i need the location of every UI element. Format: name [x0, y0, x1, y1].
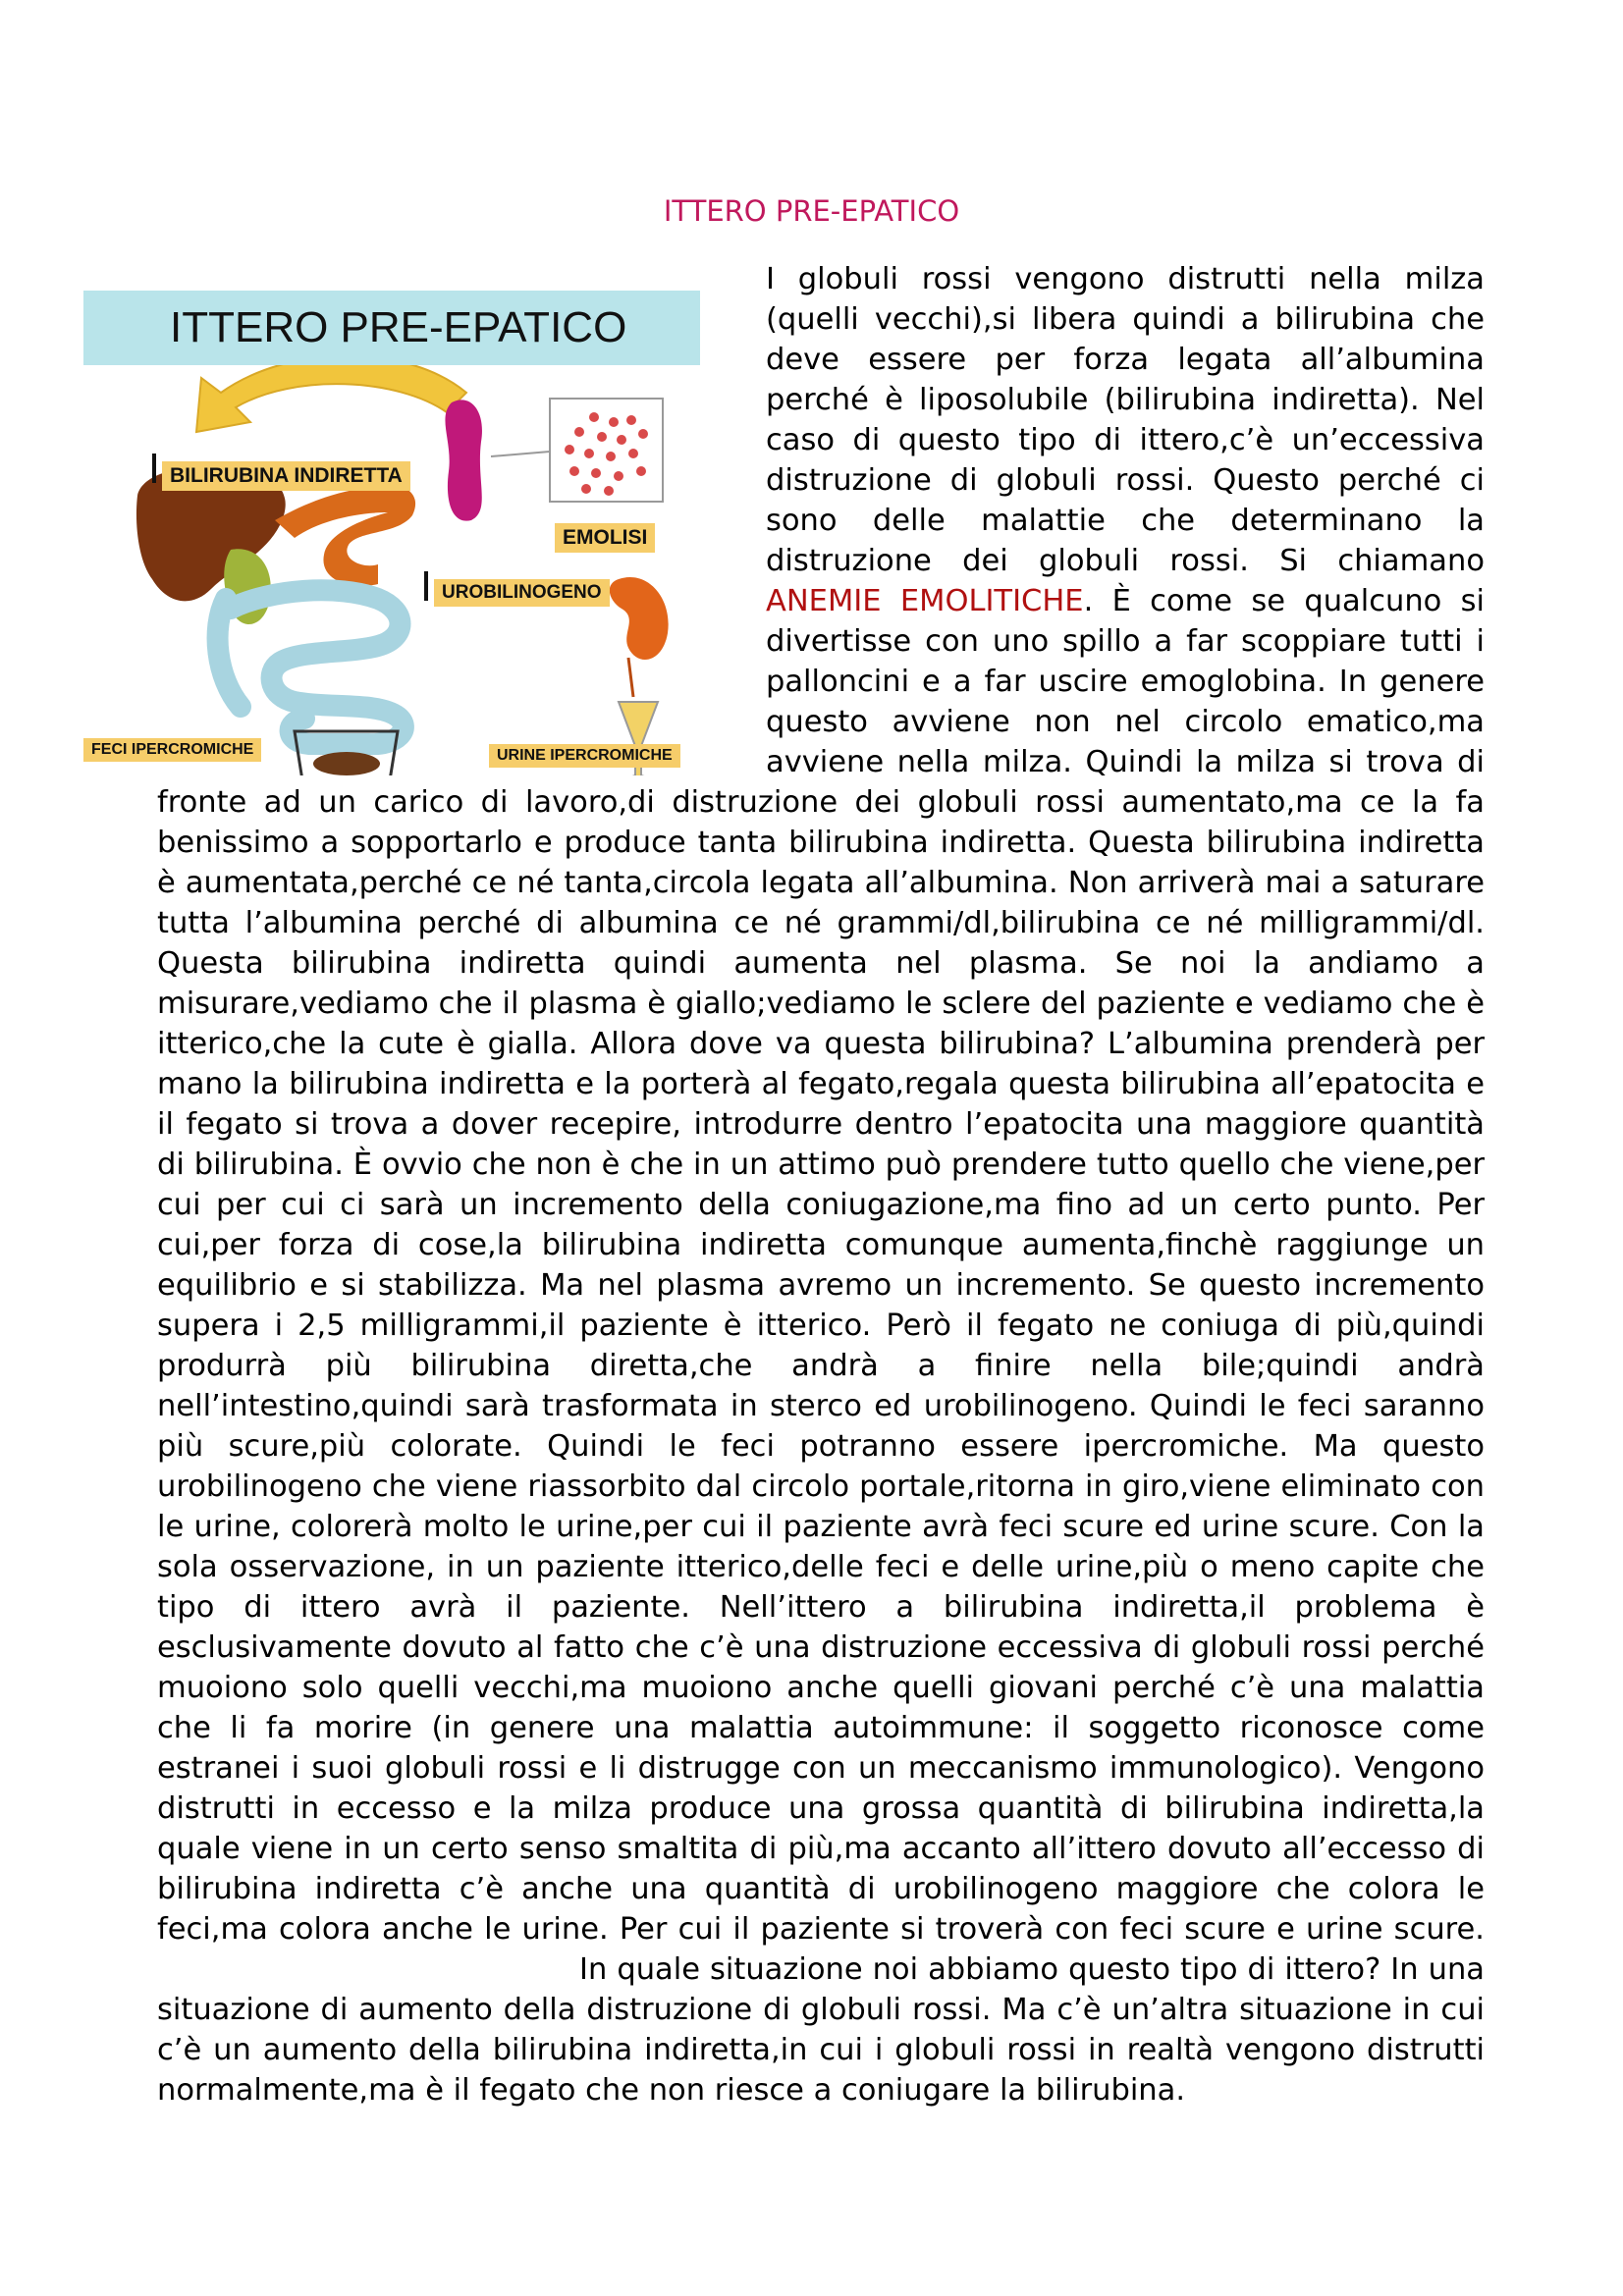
figure-spacer [157, 259, 766, 782]
diagram-title: ITTERO PRE-EPATICO [83, 291, 700, 365]
label-urobilinogeno: UROBILINOGENO [434, 579, 610, 607]
label-feci: FECI IPERCROMICHE [83, 738, 261, 762]
paragraph-part-2: . È come se qualcuno si divertisse con uno spillo a far scoppiare tutti i palloncini e a far uscire emoglobina. In genere questo avviene non nel circolo ematico,ma avviene nella milza. Quindi la milza si trova di fronte ad un carico di lavoro,di distruzione dei globuli rossi aumentato,ma ce la fa benissimo a sopportarlo e produce tanta bilirubina indiretta. Questa bilirubina indiretta è aumentata,perché ce né tanta,circola legata all’albumina. Non arriverà mai a saturare tutta l’albumina perché di albumina ce né grammi/dl,bilirubina ce né milligrammi/dl. Questa bilirubina indiretta quindi aumenta nel plasma. Se noi la andiamo a misurare,vediamo che il plasma è giallo;vediamo le sclere del paziente e vediamo che è itterico,che la cute è gialla. Allora dove va questa bilirubina? L’albumina prenderà per mano la bilirubina indiretta e la porterà al fegato,regala questa bilirubina all’epatocita e il fegato si trova a dover recepire, introdurre dentro l’epatocita una maggiore quantità di bilirubina. È ovvio che non è che in un attimo può prendere tutto quello che viene,per cui per cui ci sarà un incremento della coniugazione,ma fino ad un certo punto. Per cui,per forza di cose,la bilirubina indiretta comunque aumenta,finchè raggiunge un equilibrio e si stabilizza. Ma nel plasma avremo un incremento. Se questo incremento supera i 2,5 milligrammi,il paziente è itterico. Però il fegato ne coniuga di più,quindi produrrà più bilirubina diretta,che andrà a finire nella bile;quindi andrà nell’intestino,quindi sarà trasformata in sterco ed urobilinogeno. Quindi le feci saranno più scure,più colorate. Quindi le feci potranno essere ipercromiche. Ma questo urobilinogeno che viene riassorbito dal circolo portale,ritorna in giro,viene eliminato con le urine, colorerà molto le urine,per cui il paziente avrà feci scure ed urine scure. Con la sola osservazione, in un paziente itterico,delle feci e delle urine,più o meno capite che tipo di ittero avrà il paziente. Nell’ittero a bilirubina indiretta,il problema è esclusivamente dovuto al fatto che c’è una distruzione eccessiva di globuli rossi perché muoiono solo quelli vecchi,ma muoiono anche quelli giovani perché c’è una malattia che li fa morire (in genere una malattia autoimmune: il soggetto riconosce come estranei i suoi globuli rossi e li distrugge con un meccanismo immunologico). Vengono distrutti in eccesso e la milza produce una grossa quantità di bilirubina indiretta,la quale viene in un certo senso smaltita di più,ma accanto all’ittero dovuto all’eccesso di bilirubina indiretta c’è anche una quantità di urobilinogeno maggiore che colora le feci,ma colora anche le urine. Per cui il paziente si troverà con feci scure e urine scure. [157, 584, 1485, 1947]
label-bilirubina: BILIRUBINA INDIRETTA [162, 461, 410, 491]
label-urine: URINE IPERCROMICHE [489, 744, 680, 768]
body-text [157, 259, 1485, 2110]
paragraph-part-1: I globuli rossi vengono distrutti nella milza (quelli vecchi),si libera quindi a bilirubina che deve essere per forza legata all’albumina perché è liposolubile (bilirubina indiretta). Nel caso di questo tipo di ittero,c’è un’eccessiva distruzione di globuli rossi. Questo perché ci sono delle malattie che determinano la distruzione dei globuli rossi. Si chiamano [766, 262, 1485, 578]
label-emolisi: EMOLISI [555, 523, 655, 553]
paragraph-part-3: In quale situazione noi abbiamo questo tipo di ittero? In una situazione di aumento della distruzione di globuli rossi. Ma c’è un’altra situazione in cui c’è un aumento della bilirubina indiretta,in cui i globuli rossi in realtà vengono distrutti normalmente,ma è il fegato che non riesce a coniugare la bilirubina. [157, 1952, 1485, 2108]
highlight-anemie: ANEMIE EMOLITICHE [766, 584, 1084, 618]
tick-mark [152, 454, 156, 483]
page-title: ITTERO PRE-EPATICO [663, 194, 960, 228]
